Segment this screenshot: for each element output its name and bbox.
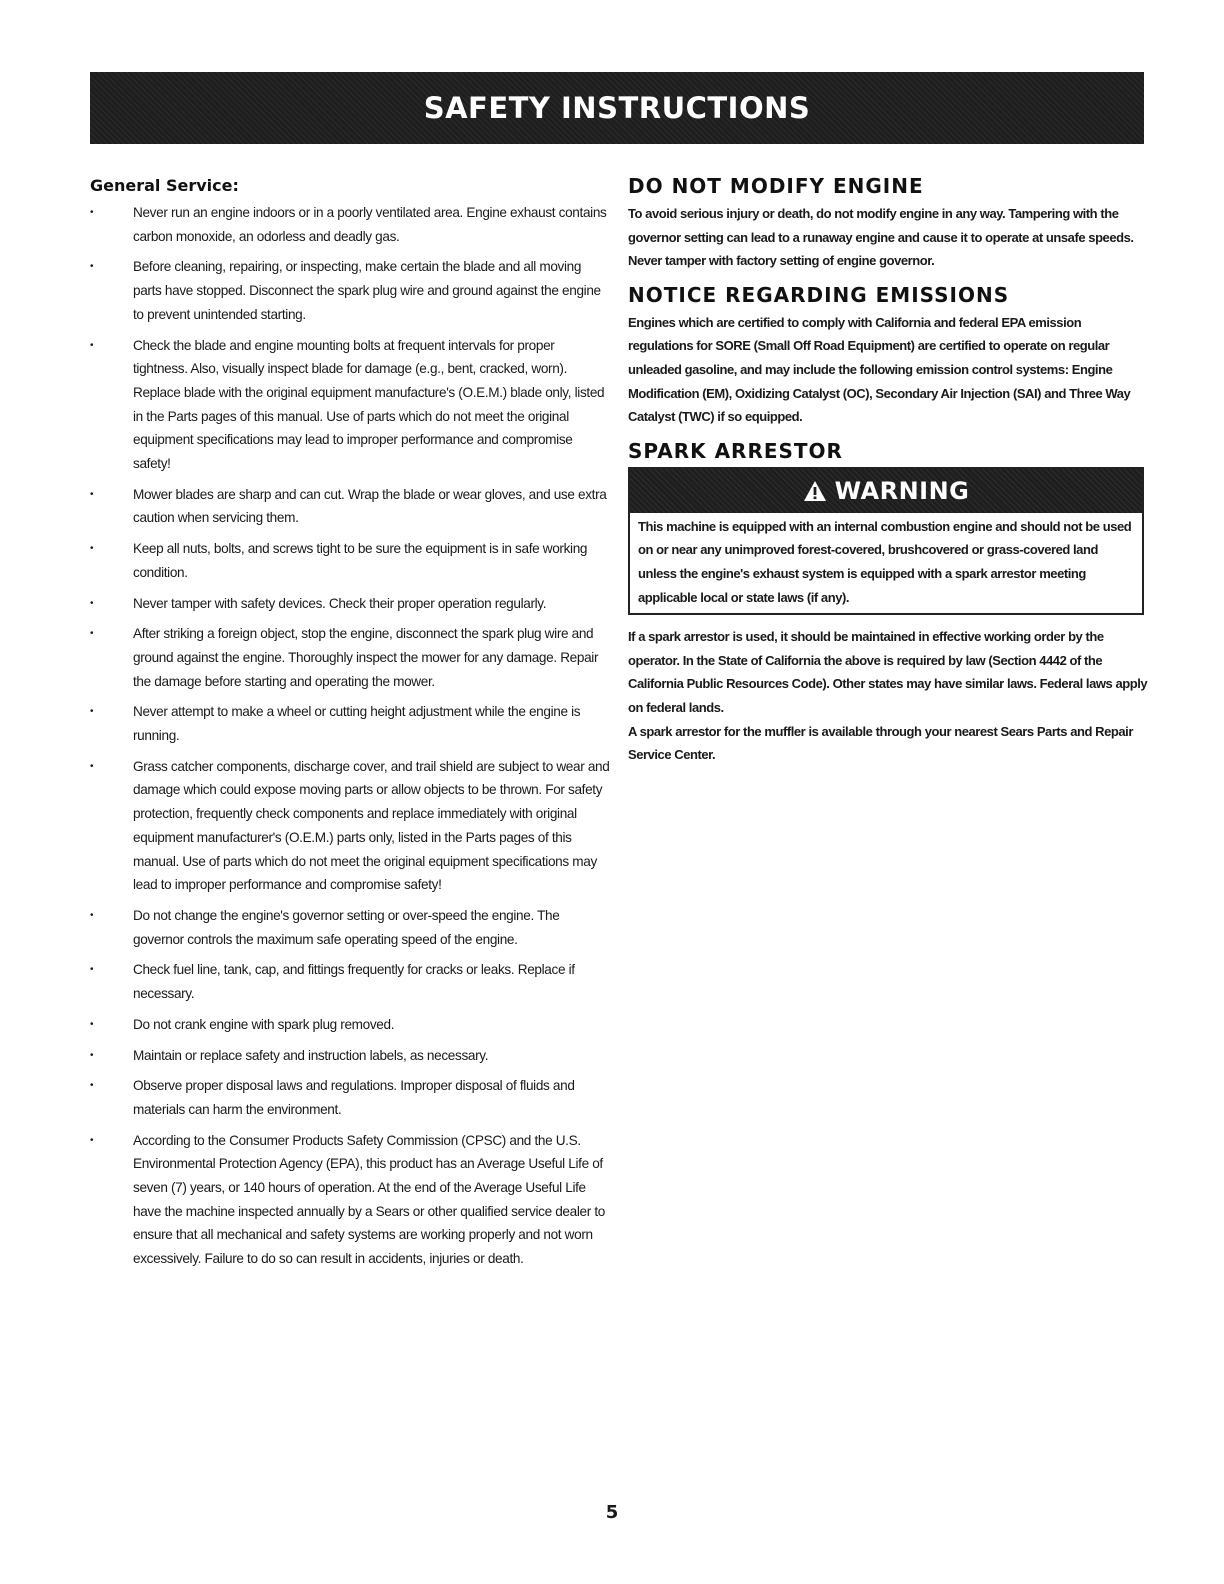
page-number: 5 (605, 1502, 619, 1523)
spark-arrestor-heading: SPARK ARRESTOR (628, 438, 843, 463)
spark-arrestor-para-2: A spark arrestor for the muffler is available through your nearest Sears Parts and Repair Service Center. (628, 723, 1133, 763)
warning-text: This machine is equipped with an internal combustion engine and should not be used on or near any unimproved forest-covered, brushcovered or grass-covered land unless the engine's exhaust system is equipped with a spark arrestor meeting applicable local or state laws (if any). (638, 518, 1132, 605)
list-item: • Check the blade and engine mounting bolts at frequent intervals for proper tightness. Also, visually inspect blade for damage (e.g., bent, cracked, worn). Replace blade with the original equipment manufacture's (O.E.M.) blade only, listed in the Parts pages of this manual. Use of parts which do not meet the original equipment specifications may lead to improper performance and compromise safety! (90, 334, 610, 476)
list-item: • Never tamper with safety devices. Check their proper operation regularly. (90, 592, 610, 616)
general-service-heading: General Service: (90, 176, 239, 195)
do-not-modify-body: To avoid serious injury or death, do not modify engine in any way. Tampering with the governor setting can lead to a runaway engine and cause it to operate at unsafe speeds. Never tamper with factory setting of engine governor. (628, 206, 1134, 269)
list-item: • Check fuel line, tank, cap, and fittings frequently for cracks or leaks. Replace if necessary. (90, 958, 610, 1005)
list-item: • Do not change the engine's governor setting or over-speed the engine. The governor controls the maximum safe operating speed of the engine. (90, 904, 610, 951)
page-banner (90, 72, 1144, 144)
list-item: • Keep all nuts, bolts, and screws tight to be sure the equipment is in safe working condition. (90, 537, 610, 584)
list-item: • Before cleaning, repairing, or inspecting, make certain the blade and all moving parts have stopped. Disconnect the spark plug wire and ground against the engine to prevent unintended starting. (90, 255, 610, 326)
right-column (628, 174, 1148, 777)
list-item: • Never attempt to make a wheel or cutting height adjustment while the engine is running. (90, 700, 610, 747)
page-title: SAFETY INSTRUCTIONS (423, 91, 811, 125)
emissions-heading: NOTICE REGARDING EMISSIONS (628, 282, 1010, 307)
emissions-body: Engines which are certified to comply with California and federal EPA emission regulations for SORE (Small Off Road Equipment) are certified to operate on regular unleaded gasoline, and may include the following emission control systems: Engine Modification (EM), Oxidizing Catalyst (OC), Secondary Air Injection (SAI) and Three Way Catalyst (TWC) if so equipped. (628, 314, 1131, 425)
list-item: • Grass catcher components, discharge cover, and trail shield are subject to wear and damage which could expose moving parts or allow objects to be thrown. For safety protection, frequently check components and replace immediately with original equipment manufacturer's (O.E.M.) parts only, listed in the Parts pages of this manual. Use of parts which do not meet the original equipment specifications may lead to improper performance and compromise safety! (90, 755, 610, 897)
general-service-section (90, 176, 610, 1278)
list-item: • Do not crank engine with spark plug removed. (90, 1013, 610, 1037)
list-item: • After striking a foreign object, stop the engine, disconnect the spark plug wire and ground against the engine. Thoroughly inspect the mower for any damage. Repair the damage before starting and operating the mower. (90, 622, 610, 693)
warning-triangle-icon (803, 480, 827, 502)
general-service-list (90, 201, 610, 1271)
list-item: • Maintain or replace safety and instruction labels, as necessary. (90, 1044, 610, 1068)
list-item: • Mower blades are sharp and can cut. Wrap the blade or wear gloves, and use extra caution when servicing them. (90, 483, 610, 530)
do-not-modify-heading: DO NOT MODIFY ENGINE (628, 174, 924, 198)
list-item: • Never run an engine indoors or in a poorly ventilated area. Engine exhaust contains carbon monoxide, an odorless and deadly gas. (90, 201, 610, 248)
warning-header (630, 469, 1142, 513)
warning-box (628, 467, 1144, 615)
warning-title: WARNING (834, 476, 970, 505)
spark-arrestor-para-1: If a spark arrestor is used, it should be maintained in effective working order by the operator. In the State of California the above is required by law (Section 4442 of the California Public Resources Code). Other states may have similar laws. Federal laws apply on federal lands. (628, 629, 1148, 715)
list-item: • According to the Consumer Products Safety Commission (CPSC) and the U.S. Environmental Protection Agency (EPA), this product has an Average Useful Life of seven (7) years, or 140 hours of operation. At the end of the Average Useful Life have the machine inspected annually by a Sears or other qualified service dealer to ensure that all mechanical and safety systems are working properly and not worn excessively. Failure to do so can result in accidents, injuries or death. (90, 1129, 610, 1271)
list-item: • Observe proper disposal laws and regulations. Improper disposal of fluids and materials can harm the environment. (90, 1074, 610, 1121)
